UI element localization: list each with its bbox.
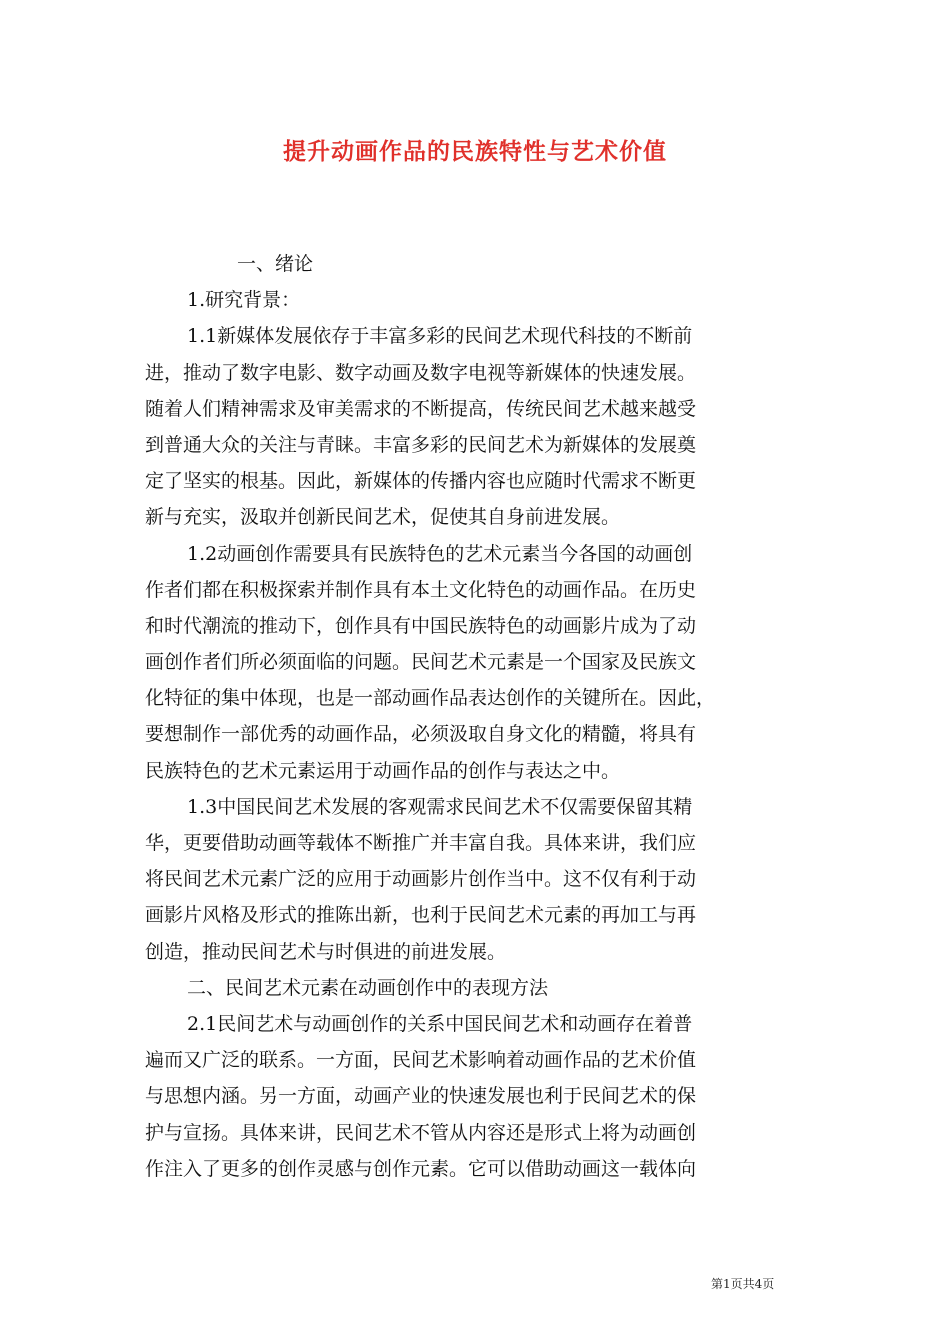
paragraph-line: 与思想内涵。另一方面，动画产业的快速发展也利于民间艺术的保 xyxy=(145,1085,697,1108)
document-title: 提升动画作品的民族特性与艺术价值 xyxy=(283,138,667,165)
paragraph-line: 华，更要借助动画等载体不断推广并丰富自我。具体来讲，我们应 xyxy=(145,832,697,854)
paragraph-line: 到普通大众的关注与青睐。丰富多彩的民间艺术为新媒体的发展奠 xyxy=(145,433,697,456)
paragraph-line: 护与宣扬。具体来讲，民间艺术不管从内容还是形式上将为动画创 xyxy=(145,1121,697,1144)
page-number: 第1页共4页 xyxy=(711,1277,775,1291)
paragraph-line: 作注入了更多的创作灵感与创作元素。它可以借助动画这一载体向 xyxy=(145,1157,697,1180)
paragraph-line: 民族特色的艺术元素运用于动画作品的创作与表达之中。 xyxy=(145,759,621,782)
subsection-heading: 1.研究背景： xyxy=(187,289,301,312)
paragraph-line: 创造，推动民间艺术与时俱进的前进发展。 xyxy=(145,940,507,963)
paragraph-line: 1.1新媒体发展依存于丰富多彩的民间艺术现代科技的不断前 xyxy=(187,325,693,348)
paragraph-line: 2.1民间艺术与动画创作的关系中国民间艺术和动画存在着普 xyxy=(187,1012,693,1035)
paragraph-line: 画影片风格及形式的推陈出新，也利于民间艺术元素的再加工与再 xyxy=(145,904,697,927)
paragraph-line: 化特征的集中体现，也是一部动画作品表达创作的关键所在。因此， xyxy=(145,687,716,710)
paragraph-line: 定了坚实的根基。因此，新媒体的传播内容也应随时代需求不断更 xyxy=(145,470,697,493)
paragraph-line: 要想制作一部优秀的动画作品，必须汲取自身文化的精髓，将具有 xyxy=(145,723,697,746)
paragraph-line: 随着人们精神需求及审美需求的不断提高，传统民间艺术越来越受 xyxy=(145,397,697,420)
paragraph-line: 画创作者们所必须面临的问题。民间艺术元素是一个国家及民族文 xyxy=(145,651,697,674)
paragraph-line: 作者们都在积极探索并制作具有本土文化特色的动画作品。在历史 xyxy=(145,578,697,601)
paragraph-line: 进，推动了数字电影、数字动画及数字电视等新媒体的快速发展。 xyxy=(145,361,697,384)
document-body xyxy=(145,246,825,1187)
paragraph-line: 遍而又广泛的联系。一方面，民间艺术影响着动画作品的艺术价值 xyxy=(145,1049,697,1072)
paragraph-line: 1.2动画创作需要具有民族特色的艺术元素当今各国的动画创 xyxy=(187,542,693,565)
section-heading: 二、民间艺术元素在动画创作中的表现方法 xyxy=(187,976,549,999)
paragraph-line: 1.3中国民间艺术发展的客观需求民间艺术不仅需要保留其精 xyxy=(187,795,693,818)
paragraph-line: 和时代潮流的推动下，创作具有中国民族特色的动画影片成为了动 xyxy=(145,614,697,637)
section-heading: 一、绪论 xyxy=(237,253,314,275)
paragraph-line: 将民间艺术元素广泛的应用于动画影片创作当中。这不仅有利于动 xyxy=(145,868,697,891)
paragraph-line: 新与充实，汲取并创新民间艺术，促使其自身前进发展。 xyxy=(145,506,621,529)
